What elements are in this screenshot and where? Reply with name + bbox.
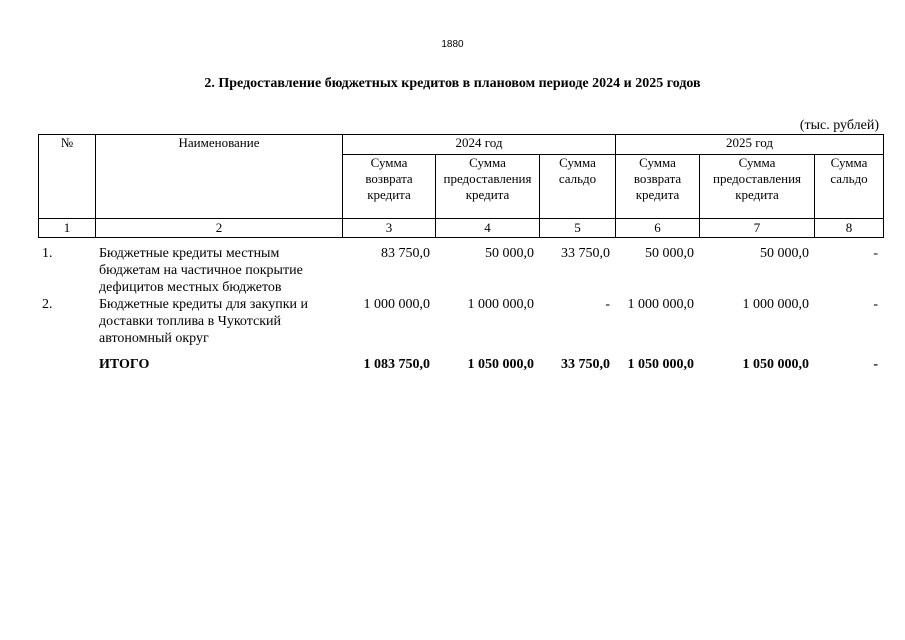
row-name: Бюджетные кредиты для закупки и доставки топлива в Чукотский автономный округ [99, 297, 308, 346]
table-row [38, 245, 883, 296]
col-number-5: 5 [540, 219, 616, 238]
cell-2024-balance: 33 750,0 [561, 246, 610, 261]
table-row [38, 296, 883, 356]
header-year-2025: 2025 год [616, 135, 884, 155]
cell-2024-provide: 50 000,0 [485, 246, 534, 261]
header-provide-2025: Сумма предоставления кредита [700, 155, 815, 219]
header-no: № [39, 135, 96, 219]
page-number: 1880 [441, 39, 464, 50]
header-year-2024: 2024 год [343, 135, 616, 155]
header-balance-2025: Сумма сальдо [815, 155, 884, 219]
total-2025-balance: - [873, 357, 878, 372]
cell-2025-balance: - [873, 297, 878, 312]
col-number-1: 1 [39, 219, 96, 238]
col-number-2: 2 [96, 219, 343, 238]
col-number-8: 8 [815, 219, 884, 238]
total-label: ИТОГО [99, 357, 150, 372]
total-2025-provide: 1 050 000,0 [742, 357, 809, 372]
cell-2025-return: 50 000,0 [645, 246, 694, 261]
header-balance-2024: Сумма сальдо [540, 155, 616, 219]
cell-2024-provide: 1 000 000,0 [467, 297, 534, 312]
row-number: 1. [42, 246, 53, 261]
header-return-2024: Сумма возврата кредита [343, 155, 436, 219]
col-number-6: 6 [616, 219, 700, 238]
table-body [38, 245, 883, 373]
cell-2024-return: 1 000 000,0 [363, 297, 430, 312]
row-number: 2. [42, 297, 53, 312]
total-row [38, 356, 883, 373]
cell-2024-balance: - [605, 297, 610, 312]
cell-2024-return: 83 750,0 [381, 246, 430, 261]
cell-2025-balance: - [873, 246, 878, 261]
total-2024-provide: 1 050 000,0 [467, 357, 534, 372]
header-name: Наименование [96, 135, 343, 219]
cell-2025-return: 1 000 000,0 [627, 297, 694, 312]
col-number-7: 7 [700, 219, 815, 238]
document-title: 2. Предоставление бюджетных кредитов в плановом периоде 2024 и 2025 годов [204, 76, 701, 91]
cell-2025-provide: 50 000,0 [760, 246, 809, 261]
total-2024-return: 1 083 750,0 [363, 357, 430, 372]
total-2025-return: 1 050 000,0 [627, 357, 694, 372]
header-provide-2024: Сумма предоставления кредита [436, 155, 540, 219]
col-number-3: 3 [343, 219, 436, 238]
row-name: Бюджетные кредиты местным бюджетам на частичное покрытие дефицитов местных бюджетов [99, 246, 303, 295]
cell-2025-provide: 1 000 000,0 [742, 297, 809, 312]
col-number-4: 4 [436, 219, 540, 238]
header-return-2025: Сумма возврата кредита [616, 155, 700, 219]
total-2024-balance: 33 750,0 [561, 357, 610, 372]
table-header [38, 134, 884, 238]
units-label: (тыс. рублей) [799, 118, 879, 133]
